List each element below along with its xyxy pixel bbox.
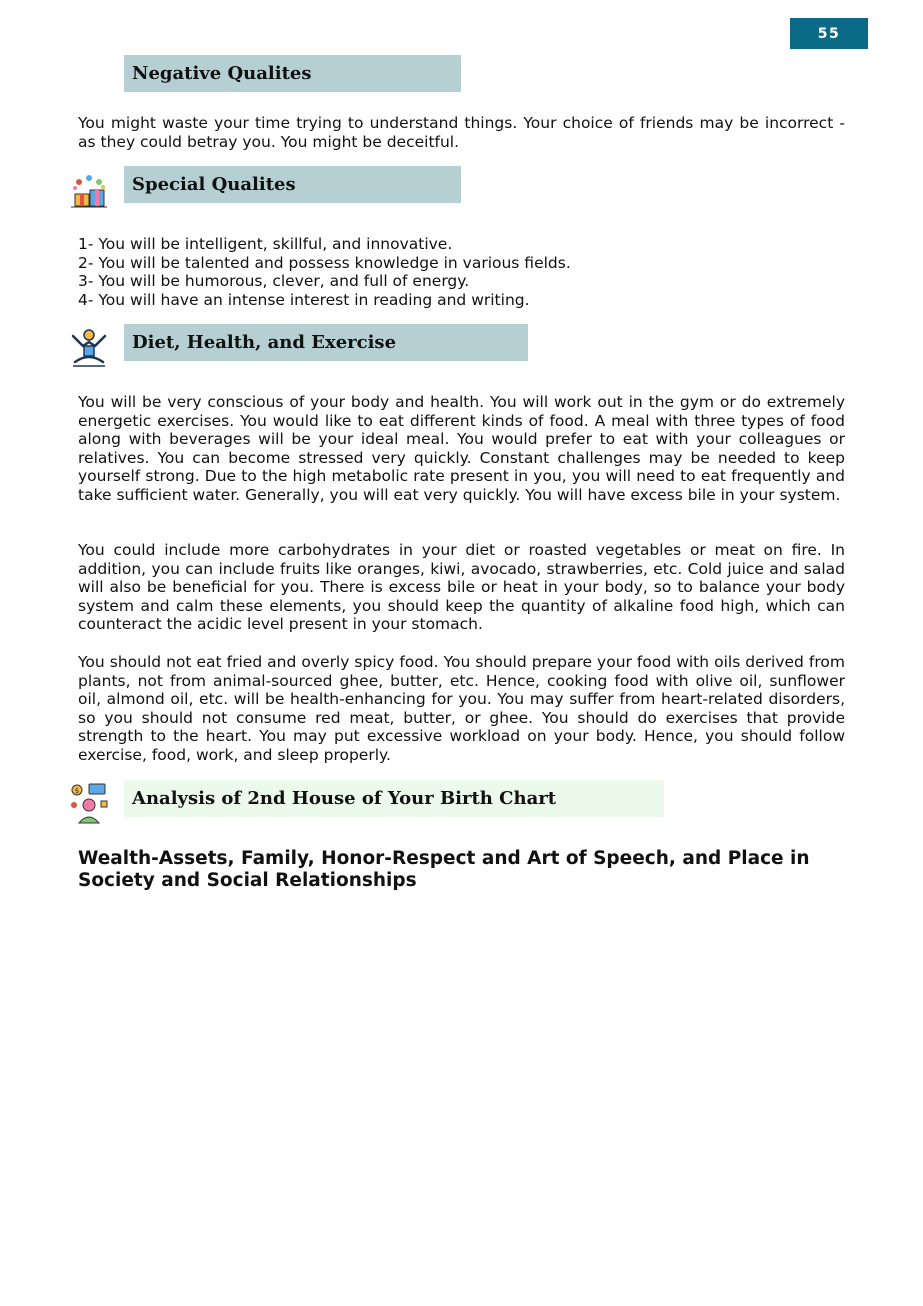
diet-paragraph: You could include more carbohydrates in your diet or roasted vegetables or meat on fire. In addition, you can include fruits like oranges, kiwi, avocado, strawberries, etc. Cold juice and salad will also be beneficial for you. There is excess bile or heat in your body, so to balance your body system and calm these elements, you should keep the quantity of alkaline food high, which can counteract the acidic level present in your stomach. [78,541,845,634]
section-title: Special Qualites [132,174,296,195]
section-title: Analysis of 2nd House of Your Birth Chart [132,788,557,809]
special-qualities-list [78,235,845,309]
diet-paragraph: You should not eat fried and overly spicy food. You should prepare your food with oils derived from plants, not from animal-sourced ghee, butter, etc. Hence, cooking food with olive oil, sunflower oil, almond oil, etc. will be health-enhancing for you. You may suffer from heart-related disorders, so you should not consume red meat, butter, or ghee. You should do exercises that provide strength to the heart. You may put excessive workload on your body. Hence, you should follow exercise, food, work, and sleep properly. [78,653,845,764]
section-title: Diet, Health, and Exercise [132,332,397,353]
section-title: Negative Qualites [132,63,312,84]
negative-qualities-header [124,55,461,92]
analysis-subheading: Wealth-Assets, Family, Honor-Respect and Art of Speech, and Place in Society and Social Relationships [78,848,810,891]
yoga-person-icon [67,326,111,370]
special-qualities-header [124,166,461,203]
list-item: 3- You will be humorous, clever, and full of energy. [78,272,470,291]
gifts-icon [67,170,111,214]
analysis-2nd-house-header [124,780,664,817]
list-item: 2- You will be talented and possess knowledge in various fields. [78,253,571,272]
diet-paragraph: You will be very conscious of your body and health. You will work out in the gym or do extremely energetic exercises. You would like to eat different kinds of food. A meal with three types of food along with beverages will be your ideal meal. You would prefer to eat with your colleagues or relatives. You can become stressed very quickly. Constant challenges may be needed to keep yourself strong. Due to the high metabolic rate present in you, you will need to eat frequently and take sufficient water. Generally, you will eat very quickly. You will have excess bile in your system. [78,393,845,504]
wealth-person-icon [67,781,111,825]
list-item: 1- You will be intelligent, skillful, and innovative. [78,235,453,253]
diet-health-exercise-header [124,324,528,361]
svg-text:$: $ [74,787,80,795]
negative-qualities-text: You might waste your time trying to understand things. Your choice of friends may be incorrect - as they could betray you. You might be deceitful. [78,114,845,151]
page-number: 55 [790,18,868,49]
list-item: 4- You will have an intense interest in reading and writing. [78,290,530,309]
